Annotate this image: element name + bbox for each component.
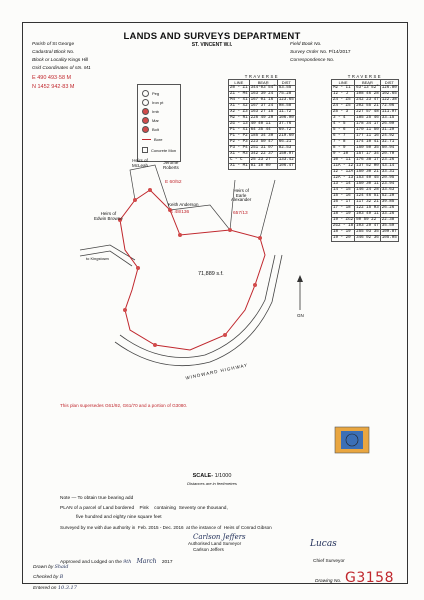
table-cell: C - C [229,158,250,164]
table-cell: 122.38 [381,98,397,102]
table-cell: 18 - 19 [332,212,355,218]
table-cell: 105.05 [381,236,397,240]
table-cell: 242 23 47 [356,98,379,102]
table-cell: 108 46 28 [356,92,379,96]
table-row [332,182,399,188]
table-row [332,164,399,170]
cadastral-label: Cadastral Block No. [32,50,75,55]
table-cell: 8 - 9 [332,146,355,152]
table-cell: 33.15 [380,116,398,122]
survey-order-label: Survey Order No. P/14/2017 [290,50,351,55]
table-cell: 19 - ZG2 [333,218,354,222]
table-cell: 12 - 12A [333,170,354,174]
table-cell: 82.53 [277,146,295,152]
table-cell: Z4 - Z5 [332,104,355,110]
table-row [332,104,399,110]
table-cell: 24.92 [380,134,398,140]
table-row [332,110,399,116]
table-cell: 5 - 6 [332,128,355,134]
parcel-area: 71,889 s.f. [198,271,224,277]
table-row [332,230,399,236]
table-cell: 50.94 [380,146,398,152]
approval-line: Approved and Lodged on the 9th March 2017 [60,558,173,565]
table-cell: I2 - J [332,92,355,98]
table-cell: 11.72 [277,110,295,116]
table-row [229,116,296,122]
table-row [332,188,399,194]
table-cell: 33.31 [380,170,398,176]
table-cell: 176 38 17 [356,158,379,162]
table-row [332,224,399,230]
table-row [332,194,399,200]
table-cell: 219.60 [278,134,294,138]
table-row [332,98,399,104]
table-cell: 16 - 17 [332,200,355,206]
table-row [332,212,399,218]
table-row [332,200,399,206]
table-cell: 346 02 36 [356,236,379,240]
table-cell: 133.42 [278,158,294,162]
table-cell: M2 - I1 [332,86,355,92]
table-cell: 50 59 22 [355,218,381,224]
table-cell: X1 - M1 [230,164,248,168]
table-cell: Z1 - M4 [230,92,248,96]
table-cell: 251 31 07 [249,146,277,152]
table-cell: 170 11 50 [356,128,379,132]
label-keith-ref: E 48/136 [170,210,190,215]
label-heirs-edwin: Heirs of Edwin Browne [94,211,123,221]
parcel-map [60,150,310,390]
northing-value: N 1452 942·83 M [32,84,75,90]
legend-item: Peg [142,90,159,97]
table-cell: 227 57 48 [356,110,379,114]
table-cell: ZG - 13 [230,122,248,126]
table-cell: 26.09 [380,122,398,128]
table-cell: 75.28 [277,92,295,98]
table-cell: 37.76 [277,122,295,128]
boundary-marker [253,283,257,287]
label-keith-anderson: Keith Anderson [168,202,199,207]
table-cell: 150.97 [278,152,294,156]
table-row [332,206,399,212]
table-cell: M4 - X1 [230,98,248,102]
table-row [229,98,296,104]
table-row [229,140,296,146]
table-cell: 106.47 [278,164,294,168]
table-cell: 31.29 [380,128,398,134]
column-header: DIST [277,80,295,86]
table-cell: P2 - P3 [230,140,248,144]
table-cell: 150 50 35 [356,146,379,150]
label-to-kingstown: to Kingstown [86,256,109,261]
plan-description-line2: five hundred and eighty nine square feet [76,515,162,520]
table-cell: 22.38 [380,218,398,224]
table-row [332,128,399,134]
easting-value: E 490 493·58 M [32,75,72,81]
label-heirs-earle: Heirs of Earle Alexander [231,188,252,202]
table-cell: 13 - 14 [332,182,355,188]
table-row [229,86,296,92]
table-row [332,140,399,146]
boundary-line-icon [142,139,151,140]
table-cell: 25 23 27 [249,158,277,164]
table-cell: ZG2 - 18 [333,224,354,228]
correspondence-label: Correspondence No. [290,58,335,63]
north-arrow-head-icon [297,275,303,282]
table-cell: 146 24 28 [356,188,379,192]
table-cell: 35.59 [380,224,398,230]
table-cell: 12A - 13 [333,176,354,180]
table-cell: 6 - 7 [332,134,355,140]
table-cell: 123.65 [278,98,294,102]
label-grid-north: GN [297,313,304,318]
table-row [332,92,399,98]
label-windward-highway: WINDWARD HIGHWAY [185,362,249,381]
block-label: Block or Locality Kings Hill [32,58,89,63]
true-bearing-note: Note — To obtain true bearing add [60,496,134,501]
table-cell: 43.14 [380,164,398,170]
boundary-marker [153,343,157,347]
boundary-marker [228,228,232,232]
table-cell: 20.95 [380,176,398,182]
column-header: DIST [380,80,398,86]
table-cell: 52.20 [380,194,398,200]
table-cell: 11A - 12 [333,164,354,168]
label-heirs-mcleah: Heirs of McLeah [132,158,149,168]
legend-item: Bolt [142,126,159,133]
adjacent-boundary [130,165,170,210]
iron-bolt-icon [142,108,149,115]
legend-item: Concrete Mon [142,147,176,153]
table-cell: 17 - 18 [332,206,355,212]
table-cell: 111.97 [381,110,397,114]
table-cell: 7 - 8 [332,140,355,146]
table-cell: 117 32 21 [356,200,379,204]
table-cell: 18 - 19 [332,230,355,236]
column-header: BEAR [355,80,381,86]
scale-label: SCALE- 1/1000 [192,473,232,479]
drawn-by-label: Drawn by Shaid [33,565,69,570]
table-cell: 150 30 21 [356,170,379,174]
table-row [332,116,399,122]
column-header: BEAR [249,80,277,86]
drawing-number-value: G3158 [345,570,394,586]
boundary-marker [136,266,140,270]
table-row [332,176,399,182]
table-cell: 106.90 [278,116,294,120]
iron-pin-icon [142,99,149,106]
table-cell: 153 40 45 [356,176,379,180]
table-cell: 178 34 17 [356,122,379,126]
table-cell: 103 29 47 [356,224,379,228]
checked-by-label: Checked by B [33,575,64,580]
column-header: LINE [332,80,355,86]
table-cell: X2 - Z3 [230,110,248,114]
table-cell: X1 - X2 [230,104,248,108]
table-cell: 66.21 [277,140,295,146]
table-cell: 177 11 16 [356,134,379,138]
table-cell: X1 - M3 [230,152,248,156]
table-cell: 14 - 15 [332,188,355,194]
table-cell: 64 35 44 [249,128,277,134]
entered-on-label: Entered on 10.3.17 [33,585,77,591]
table-cell: 9 - 10 [332,152,355,158]
revenue-stamp-icon [333,425,373,455]
distances-note: Distances are in feet/metres [187,481,237,486]
surveyor-signature: Carlson Jeffers [193,533,246,541]
table-cell: 150 30 11 [356,182,379,186]
boundary-marker [258,236,262,240]
table-cell: 26.26 [380,206,398,212]
table-cell: 103 49 11 [356,212,379,216]
table-cell: Z5 - 3 [332,110,355,116]
plan-description-line1: PLAN of a parcel of Land bordered Pink containing Seventy one thousand, [60,506,228,511]
table-cell: 124 46 51 [356,194,379,198]
drawing-number-label: Drawing No. [315,579,342,584]
grid-coordinates-label: Grid Coordinates of stn. M1 [32,66,91,71]
department-title: LANDS AND SURVEYS DEPARTMENT [123,31,301,42]
boundary-marker [223,333,227,337]
table-cell: 255 03 35 [356,230,379,234]
table-cell: 126.80 [381,86,397,90]
legend-item: Mar [142,117,159,124]
traverse-caption: TRAVERSE [347,74,383,79]
table-cell: P1 - P2 [230,134,248,138]
table-cell: 63°13'52" [356,86,379,90]
table-cell: 223 50 47 [249,140,277,146]
table-row [332,152,399,158]
marker-icon [142,117,149,124]
table-row [229,104,296,110]
table-cell: 40 40 11 [249,122,277,128]
table-cell: 53.55 [277,86,295,92]
boundary-marker [148,188,152,192]
table-row [332,158,399,164]
table-cell: 137 52 00 [356,164,379,168]
table-cell: P3 - P4 [230,146,248,150]
table-row [229,110,296,116]
table-row [332,236,399,242]
table-cell: 39.85 [380,200,398,206]
table-cell: 167 37 24 [249,104,277,110]
boundary-marker [178,233,182,237]
table-cell: 69.72 [277,128,295,134]
table-cell: 163 39 24 [249,92,277,98]
surveyor-name: Carlson Jeffers [193,547,224,552]
chief-surveyor-label: Chief Surveyor [313,559,345,564]
table-cell: 23.26 [380,158,398,164]
surveyed-line: Surveyed by me with due authority in Feb. 2015 - Dec. 2016 at the instance of Heirs of Conrad Gibson [60,525,272,530]
table-cell: 167 01 16 [249,98,277,104]
legend-item: Iron pt [142,99,163,106]
supersede-note: This plan supersedes G61/92, G61/70 and a portion of G3080. [60,403,188,408]
table-cell: 342 22 37 [249,152,277,158]
table-row [229,122,296,128]
table-cell: 102.65 [381,92,397,96]
table-cell: 72.06 [380,104,398,110]
table-row [332,218,399,224]
table-cell: 98.58 [277,104,295,110]
column-header: LINE [229,80,250,86]
table-cell: Z4 - Z5 [332,98,355,104]
field-book-label: Field Book No. [290,42,322,47]
boundary-marker [123,308,127,312]
department-subtitle: ST. VINCENT W.I. [191,42,233,48]
label-jerome-ref: E 60/52 [165,180,182,185]
table-cell: 344°03'54" [250,86,276,90]
table-row [332,122,399,128]
chief-surveyor-signature: Lucas [310,539,337,549]
table-cell: 33.63 [380,188,398,194]
label-jerome-roberts: Jerome Roberts [163,160,179,170]
parish-label: Parish of St George [32,42,75,47]
table-cell: 109.87 [381,230,397,234]
table-cell: 185 34 30 [249,134,277,140]
table-row [332,146,399,152]
traverse-table-right [331,74,399,242]
table-row [332,134,399,140]
table-cell: 32.71 [380,140,398,146]
traverse-caption: TRAVERSE [244,74,280,79]
table-cell: 174 10 41 [356,140,379,144]
table-row [229,134,296,140]
table-cell: P1 - X1 [230,128,248,132]
table-cell: 23.94 [380,182,398,188]
peg-icon [142,90,149,97]
label-earle-ref: 657/13 [233,211,248,216]
table-cell: 81 10 00 [249,164,277,170]
table-cell: 202 55 21 [356,104,379,108]
table-cell: 19 - 20 [332,236,355,242]
table-cell: M2 - R1 [230,116,248,120]
table-row [229,92,296,98]
table-cell: 157 17 34 [356,152,379,156]
table-cell: 122 15 03 [356,206,379,210]
bolt-icon [142,126,149,133]
table-row [332,86,399,92]
legend-item: Irnb [142,108,159,115]
table-cell: 163 27 15 [249,110,277,116]
authorised-surveyor-label: Authorised Land Surveyor [188,541,242,546]
table-cell: 4 - 5 [332,122,355,128]
table-cell: 33.26 [380,212,398,218]
adjacent-boundary [260,180,275,238]
table-cell: Z0 - Z1 [230,86,248,90]
table-cell: 15 - 16 [332,194,355,200]
table-cell: 226 49 20 [249,116,277,122]
table-cell: 185 25 46 [356,116,379,120]
table-cell: 10 - 11 [332,158,355,164]
table-row [332,170,399,176]
table-cell: 20.70 [380,152,398,158]
table-row [229,128,296,134]
legend-item: Bore [142,137,162,142]
boundary-marker [133,198,137,202]
table-cell: 3 - 4 [332,116,355,122]
